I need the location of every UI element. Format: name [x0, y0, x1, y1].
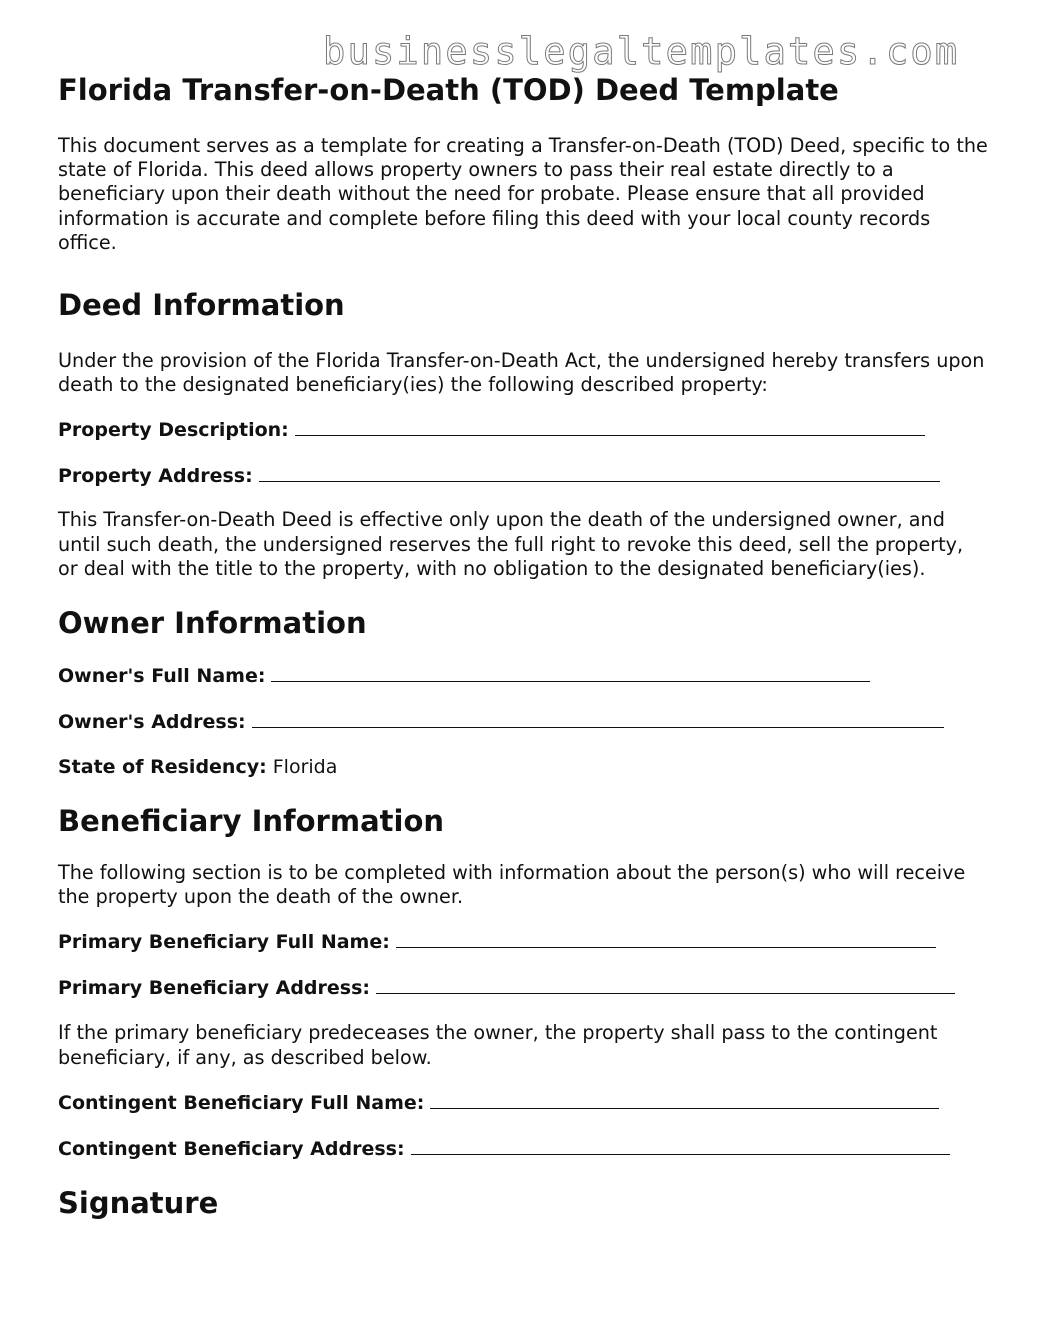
document-body	[58, 70, 988, 1223]
primary-beneficiary-name-label: Primary Beneficiary Full Name:	[58, 931, 390, 954]
contingent-beneficiary-name-field	[58, 1090, 988, 1115]
owner-full-name-blank[interactable]	[271, 663, 870, 682]
primary-beneficiary-name-field	[58, 929, 988, 954]
contingent-beneficiary-address-blank[interactable]	[411, 1136, 950, 1155]
contingent-note-paragraph: If the primary beneficiary predeceases the owner, the property shall pass to the contingent beneficiary, if any, as described below.	[58, 1021, 938, 1069]
property-address-blank[interactable]	[259, 463, 940, 482]
property-address-label: Property Address:	[58, 465, 253, 488]
contingent-beneficiary-name-label: Contingent Beneficiary Full Name:	[58, 1091, 425, 1114]
deed-effect-paragraph: This Transfer-on-Death Deed is effective only upon the death of the undersigned owner, and until such death, the undersigned reserves the full right to revoke this deed, sell the property, or deal with the title to the property, with no obligation to the designated beneficiary(ies).	[58, 508, 964, 580]
beneficiary-information-heading: Beneficiary Information	[58, 804, 445, 839]
property-description-blank[interactable]	[295, 417, 925, 436]
primary-beneficiary-address-field	[58, 975, 988, 1000]
document-title: Florida Transfer-on-Death (TOD) Deed Template	[58, 73, 839, 107]
watermark: businesslegaltemplates.com	[323, 30, 960, 73]
contingent-beneficiary-name-blank[interactable]	[430, 1090, 939, 1109]
owner-full-name-label: Owner's Full Name:	[58, 665, 266, 688]
owner-address-blank[interactable]	[252, 709, 944, 728]
intro-paragraph: This document serves as a template for creating a Transfer-on-Death (TOD) Deed, specific to the state of Florida. This deed allows property owners to pass their real estate directly to a beneficiary upon their death without the need for probate. Please ensure that all provided information is accurate and complete before filing this deed with your local county records office.	[58, 134, 988, 254]
contingent-beneficiary-address-label: Contingent Beneficiary Address:	[58, 1137, 405, 1160]
owner-full-name-field	[58, 663, 988, 688]
property-description-label: Property Description:	[58, 419, 289, 442]
state-of-residency-field	[58, 755, 988, 779]
deed-intro-paragraph: Under the provision of the Florida Transfer-on-Death Act, the undersigned hereby transfers upon death to the designated beneficiary(ies) the following described property:	[58, 349, 985, 397]
contingent-beneficiary-address-field	[58, 1136, 988, 1161]
primary-beneficiary-name-blank[interactable]	[396, 929, 936, 948]
property-address-field	[58, 463, 988, 488]
deed-information-heading: Deed Information	[58, 288, 345, 323]
owner-information-heading: Owner Information	[58, 606, 367, 641]
beneficiary-intro-paragraph: The following section is to be completed with information about the person(s) who will receive the property upon the death of the owner.	[58, 861, 966, 909]
property-description-field	[58, 417, 988, 442]
state-of-residency-value: Florida	[272, 756, 338, 779]
state-of-residency-label: State of Residency:	[58, 756, 267, 779]
owner-address-label: Owner's Address:	[58, 711, 246, 734]
primary-beneficiary-address-blank[interactable]	[376, 975, 955, 994]
primary-beneficiary-address-label: Primary Beneficiary Address:	[58, 977, 371, 1000]
signature-heading: Signature	[58, 1185, 219, 1220]
owner-address-field	[58, 709, 988, 734]
